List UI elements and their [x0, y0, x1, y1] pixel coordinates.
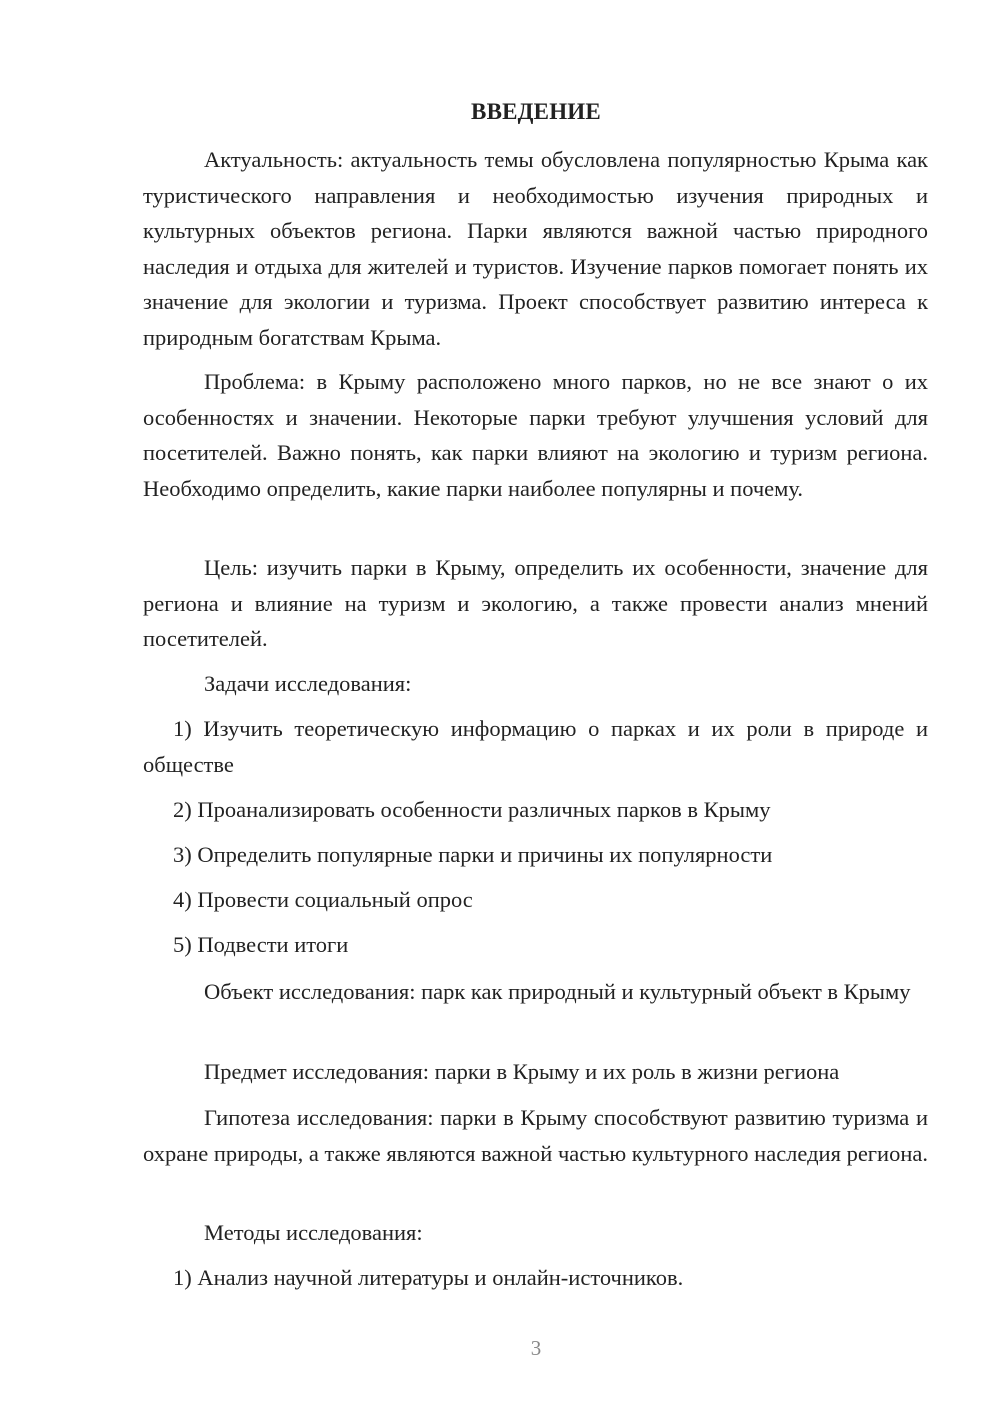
relevance-paragraph: Актуальность: актуальность темы обусловлена популярностью Крыма как туристического направления и необходимостью изучения природных и культурных объектов региона. Парки являются важной частью природного наследия и отдыха для жителей и туристов. Изучение парков помогает понять их значение для экологии и туризма. Проект способствует развитию интереса к природным богатствам Крыма. [143, 147, 928, 350]
task-list-item: 5) Подвести итоги [173, 932, 349, 957]
task-list-item: 1) Изучить теоретическую информацию о парках и их роли в природе и обществе [143, 716, 928, 777]
method-list-item: 1) Анализ научной литературы и онлайн-источников. [173, 1265, 684, 1290]
task-list-item: 2) Проанализировать особенности различных парков в Крыму [173, 797, 771, 822]
goal-paragraph: Цель: изучить парки в Крыму, определить их особенности, значение для региона и влияние на туризм и экологию, а также провести анализ мнений посетителей. [143, 555, 928, 651]
task-list-item: 4) Провести социальный опрос [173, 887, 473, 912]
section-heading: ВВЕДЕНИЕ [471, 99, 601, 124]
page-number: 3 [530, 1336, 542, 1360]
methods-title: Методы исследования: [204, 1220, 423, 1245]
subject-paragraph: Предмет исследования: парки в Крыму и их роль в жизни региона [204, 1059, 840, 1084]
object-paragraph: Объект исследования: парк как природный и культурный объект в Крыму [204, 979, 911, 1004]
task-list-item: 3) Определить популярные парки и причины их популярности [173, 842, 773, 867]
tasks-title: Задачи исследования: [204, 671, 412, 696]
problem-paragraph: Проблема: в Крыму расположено много парков, но не все знают о их особенностях и значении. Некоторые парки требуют улучшения условий для посетителей. Важно понять, как парки влияют на экологию и туризм региона. Необходимо определить, какие парки наиболее популярны и почему. [143, 369, 928, 501]
hypothesis-paragraph: Гипотеза исследования: парки в Крыму способствуют развитию туризма и охране природы, а также являются важной частью культурного наследия региона. [143, 1105, 928, 1166]
